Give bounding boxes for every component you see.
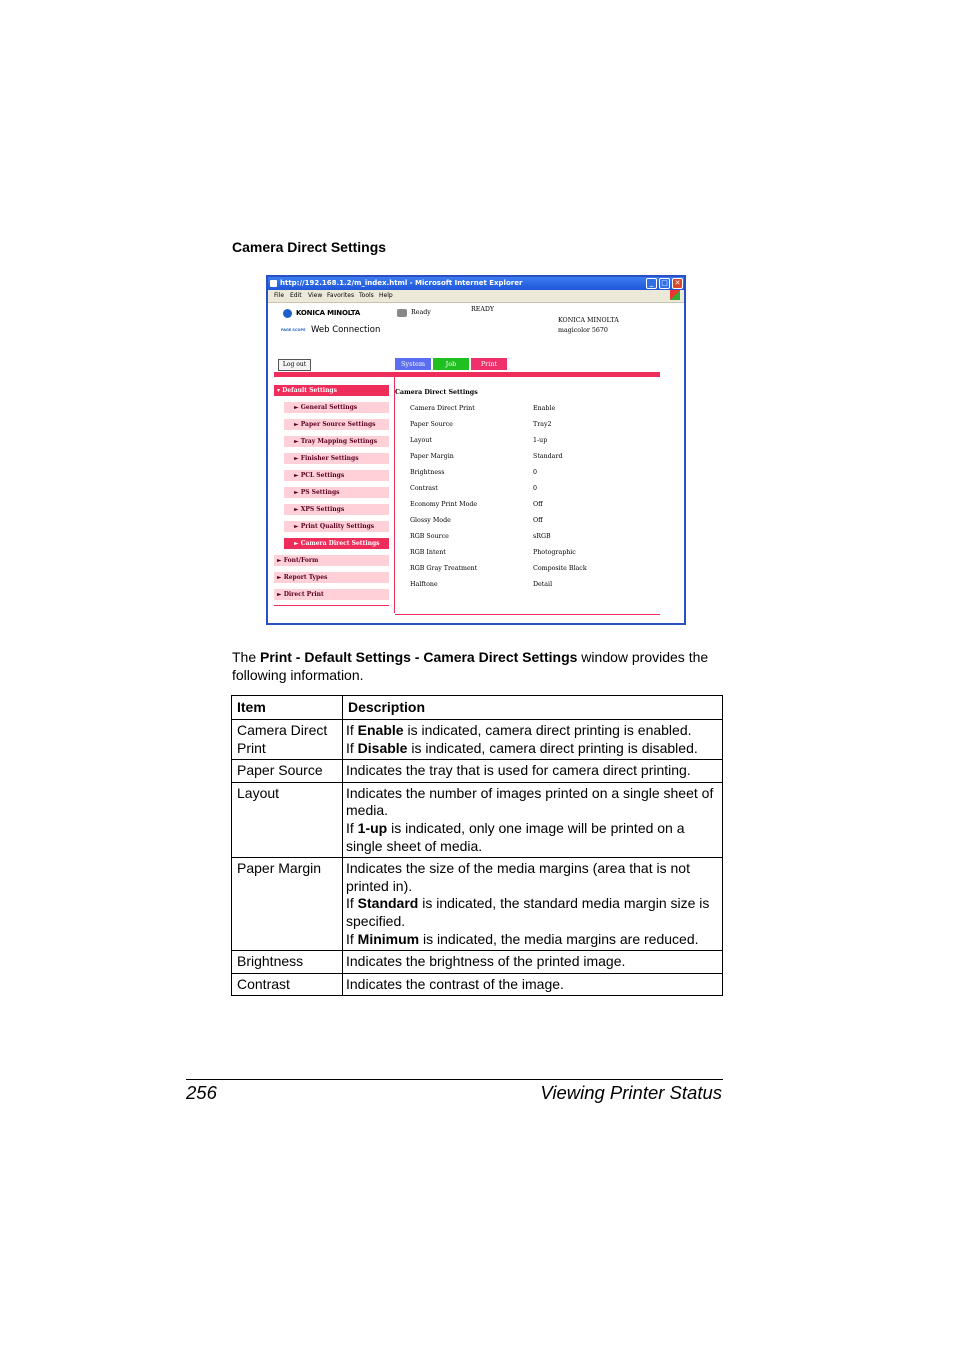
setting-value: sRGB [533, 533, 551, 540]
description-line: Indicates the number of images printed on a single sheet of media. [346, 784, 714, 819]
description-cell [343, 858, 723, 951]
setting-label: Brightness [410, 469, 445, 476]
sidebar-item-direct-print[interactable]: ► Direct Print [274, 589, 389, 600]
setting-label: Paper Margin [410, 453, 454, 460]
sidebar-bottom-rule [274, 605, 389, 606]
table-row [232, 951, 723, 974]
sidebar-item-general-settings[interactable]: ► General Settings [284, 402, 389, 413]
intro-pre: The [232, 649, 261, 665]
description-line: Indicates the tray that is used for camera direct printing. [346, 762, 691, 779]
section-heading: Camera Direct Settings [232, 239, 387, 255]
item-cell: Paper Source [232, 760, 343, 783]
status-ready-caps: READY [471, 306, 495, 313]
sidebar-item-finisher-settings[interactable]: ► Finisher Settings [284, 453, 389, 464]
sidebar-item-font-form[interactable]: ► Font/Form [274, 555, 389, 566]
item-cell: Paper Margin [232, 858, 343, 951]
setting-label: Camera Direct Print [410, 405, 475, 412]
setting-value: Enable [533, 405, 556, 412]
table-row [232, 782, 723, 857]
description-line: If Minimum is indicated, the media margins are reduced. [346, 930, 699, 947]
setting-label: Contrast [410, 485, 438, 492]
description-line: Indicates the contrast of the image. [346, 975, 564, 992]
sidebar-item-print-quality-settings[interactable]: ► Print Quality Settings [284, 521, 389, 532]
item-cell: Camera Direct Print [232, 720, 343, 760]
table-row [232, 760, 723, 783]
status-ready: Ready [411, 309, 431, 316]
description-line: If Standard is indicated, the standard media margin size is specified. [346, 895, 710, 929]
setting-value: Off [533, 517, 543, 524]
description-line: Indicates the size of the media margins (area that is not printed in). [346, 860, 690, 894]
setting-label: Halftone [410, 581, 438, 588]
content-title: Camera Direct Settings [395, 389, 478, 396]
ie-icon [270, 280, 277, 287]
description-cell [343, 760, 723, 783]
browser-screenshot [266, 275, 686, 625]
printer-vendor: KONICA MINOLTA [558, 317, 619, 324]
tab-system[interactable]: System [395, 358, 431, 370]
menu-bar [268, 290, 684, 303]
menu-view[interactable]: View [308, 292, 323, 299]
maximize-icon[interactable]: □ [659, 278, 670, 289]
setting-value: Composite Black [533, 565, 587, 572]
web-connection-title: Web Connection [311, 325, 381, 335]
header-item: Item [232, 696, 343, 720]
setting-label: Paper Source [410, 421, 453, 428]
table-row [232, 720, 723, 760]
page-scope-logo: PAGE SCOPE [281, 328, 306, 332]
setting-value: Off [533, 501, 543, 508]
intro-window-path: Print - Default Settings - Camera Direct Settings [260, 649, 578, 665]
setting-label: RGB Intent [410, 549, 446, 556]
setting-value: Tray2 [533, 421, 552, 428]
page-number: 256 [186, 1082, 217, 1103]
item-cell: Layout [232, 782, 343, 857]
tab-job[interactable]: Job [433, 358, 469, 370]
setting-value: Detail [533, 581, 553, 588]
sidebar-item-xps-settings[interactable]: ► XPS Settings [284, 504, 389, 515]
description-cell [343, 720, 723, 760]
menu-favorites[interactable]: Favorites [327, 292, 355, 299]
content-bottom-rule [395, 614, 660, 615]
description-line: If 1-up is indicated, only one image will be printed on a single sheet of media. [346, 819, 685, 854]
setting-value: 0 [533, 469, 538, 476]
footer-rule [186, 1079, 723, 1080]
table-row [232, 858, 723, 951]
header-description: Description [343, 696, 723, 720]
setting-label: RGB Source [410, 533, 449, 540]
sidebar-item-paper-source-settings[interactable]: ► Paper Source Settings [284, 419, 389, 430]
intro-post: window provides the following information. [232, 649, 709, 683]
menu-tools[interactable]: Tools [359, 292, 374, 299]
sidebar-item-default-settings[interactable]: ▾ Default Settings [274, 385, 389, 396]
description-cell [343, 951, 723, 974]
setting-value: 1-up [533, 437, 548, 444]
item-cell: Contrast [232, 973, 343, 996]
setting-value: Standard [533, 453, 563, 460]
setting-value: Photographic [533, 549, 576, 556]
item-cell: Brightness [232, 951, 343, 974]
setting-value: 0 [533, 485, 538, 492]
setting-label: Economy Print Mode [410, 501, 478, 508]
description-cell [343, 973, 723, 996]
info-table [231, 695, 723, 996]
description-line: Indicates the brightness of the printed image. [346, 953, 626, 970]
minimize-icon[interactable]: _ [646, 278, 657, 289]
setting-label: RGB Gray Treatment [410, 565, 478, 572]
setting-label: Layout [410, 437, 432, 444]
content-divider [394, 377, 395, 613]
description-line: If Enable is indicated, camera direct printing is enabled. [346, 722, 692, 738]
menu-file[interactable]: File [274, 292, 285, 299]
printer-model: magicolor 5670 [558, 327, 608, 334]
header-divider [274, 372, 660, 377]
sidebar-item-camera-direct-settings[interactable]: ► Camera Direct Settings [284, 538, 389, 549]
table-row [232, 973, 723, 996]
running-title: Viewing Printer Status [540, 1082, 722, 1103]
windows-logo-icon [670, 290, 680, 300]
intro-paragraph [232, 648, 722, 684]
window-title-bar [268, 277, 684, 290]
description-cell [343, 782, 723, 857]
menu-edit[interactable]: Edit [290, 292, 302, 299]
close-icon[interactable]: ✕ [672, 278, 683, 289]
menu-help[interactable]: Help [379, 292, 393, 299]
logout-button[interactable]: Log out [278, 359, 311, 371]
sidebar-item-report-types[interactable]: ► Report Types [274, 572, 389, 583]
printer-status-icon [397, 309, 407, 317]
sidebar-item-ps-settings[interactable]: ► PS Settings [284, 487, 389, 498]
table-header-row [232, 696, 723, 720]
setting-label: Glossy Mode [410, 517, 451, 524]
tab-print[interactable]: Print [471, 358, 507, 370]
window-title: http://192.168.1.2/m_index.html - Microsoft Internet Explorer [280, 279, 523, 287]
sidebar-item-tray-mapping-settings[interactable]: ► Tray Mapping Settings [284, 436, 389, 447]
description-line: If Disable is indicated, camera direct printing is disabled. [346, 739, 698, 756]
brand-name: KONICA MINOLTA [296, 309, 361, 317]
konica-minolta-logo-icon [283, 309, 292, 318]
sidebar-item-pcl-settings[interactable]: ► PCL Settings [284, 470, 389, 481]
